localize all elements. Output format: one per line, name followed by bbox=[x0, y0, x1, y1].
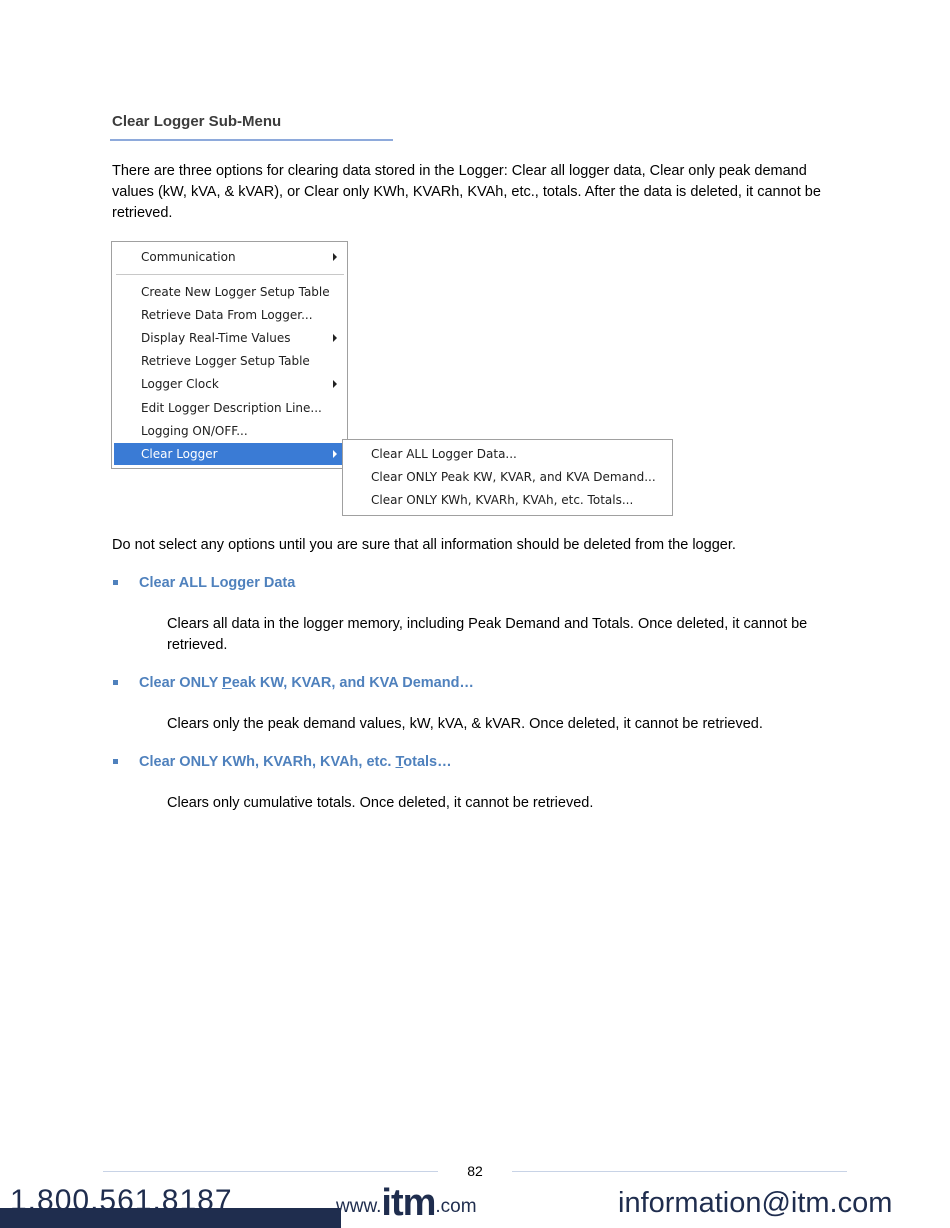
footer-website[interactable] bbox=[336, 1182, 477, 1226]
title-part: Clear ONLY bbox=[139, 675, 223, 691]
menu-separator bbox=[116, 274, 344, 275]
bullet-icon bbox=[113, 759, 118, 764]
submenu-item-clear-all[interactable]: Clear ALL Logger Data... bbox=[371, 447, 517, 461]
intro-paragraph: There are three options for clearing data stored in the Logger: Clear all logger data, Clear only peak demand values (kW, kVA, & kVAR), or Clear only KWh, KVARh, KVAh, etc., totals. After the data is deleted, it cannot be retrieved. bbox=[112, 163, 821, 221]
page-number: 82 bbox=[467, 1163, 483, 1179]
option-description-clear-all: Clears all data in the logger memory, including Peak Demand and Totals. Once deleted, it cannot be retrieved. bbox=[167, 616, 808, 653]
menu-item-label: Logging ON/OFF... bbox=[141, 424, 248, 438]
footer-rule-right bbox=[512, 1171, 847, 1172]
title-part: otals… bbox=[403, 754, 452, 770]
itm-logo: itm bbox=[381, 1182, 436, 1224]
submenu-item-clear-peak-demand[interactable]: Clear ONLY Peak KW, KVAR, and KVA Demand... bbox=[371, 470, 656, 484]
title-part: Clear ALL Logger Data bbox=[139, 575, 296, 591]
menu-item-display-real-time[interactable] bbox=[114, 327, 345, 349]
menu-item-retrieve-setup-table[interactable] bbox=[114, 350, 345, 372]
clear-logger-submenu bbox=[342, 439, 673, 516]
menu-item-label: Clear Logger bbox=[141, 447, 218, 461]
menu-item-edit-description[interactable] bbox=[114, 397, 345, 419]
section-heading: Clear Logger Sub-Menu bbox=[112, 113, 282, 130]
menu-item-label: Communication bbox=[141, 250, 236, 264]
title-part: eak KW, KVAR, and KVA Demand… bbox=[231, 675, 474, 691]
option-description-clear-totals: Clears only cumulative totals. Once deleted, it cannot be retrieved. bbox=[167, 795, 594, 811]
menu-item-retrieve-data[interactable] bbox=[114, 304, 345, 326]
title-part: Clear ONLY KWh, KVARh, KVAh, etc. bbox=[139, 754, 396, 770]
web-suffix: .com bbox=[435, 1196, 477, 1217]
option-title-clear-peak bbox=[139, 675, 474, 691]
footer-rule-left bbox=[103, 1171, 438, 1172]
option-description-clear-peak: Clears only the peak demand values, kW, kVA, & kVAR. Once deleted, it cannot be retrieved. bbox=[167, 716, 763, 732]
submenu-arrow-icon bbox=[333, 253, 337, 261]
menu-item-create-setup-table[interactable] bbox=[114, 281, 345, 303]
menu-item-communication[interactable] bbox=[114, 246, 345, 268]
menu-item-label: Display Real-Time Values bbox=[141, 331, 291, 345]
submenu-arrow-icon bbox=[333, 334, 337, 342]
footer-phone: 1.800.561.8187 bbox=[10, 1184, 233, 1217]
submenu-item-clear-totals[interactable]: Clear ONLY KWh, KVARh, KVAh, etc. Totals... bbox=[371, 493, 634, 507]
menu-item-label: Create New Logger Setup Table bbox=[141, 285, 330, 299]
heading-underline bbox=[110, 139, 393, 141]
menu-item-label: Retrieve Logger Setup Table bbox=[141, 354, 310, 368]
option-title-clear-totals bbox=[139, 754, 452, 770]
warning-paragraph: Do not select any options until you are sure that all information should be deleted from the logger. bbox=[112, 537, 736, 553]
option-title-clear-all bbox=[139, 575, 295, 591]
logger-context-menu bbox=[111, 241, 348, 469]
title-hotkey: P bbox=[222, 675, 232, 691]
menu-item-label: Edit Logger Description Line... bbox=[141, 401, 322, 415]
menu-item-label: Logger Clock bbox=[141, 377, 219, 391]
menu-item-clear-logger[interactable] bbox=[114, 443, 345, 465]
footer-email[interactable]: information@itm.com bbox=[618, 1187, 893, 1219]
bullet-icon bbox=[113, 680, 118, 685]
submenu-arrow-icon bbox=[333, 380, 337, 388]
menu-item-logger-clock[interactable] bbox=[114, 373, 345, 395]
web-prefix: www. bbox=[336, 1196, 382, 1217]
title-hotkey: T bbox=[395, 754, 404, 770]
menu-item-label: Retrieve Data From Logger... bbox=[141, 308, 313, 322]
menu-item-logging-on-off[interactable] bbox=[114, 420, 345, 442]
submenu-arrow-icon bbox=[333, 450, 337, 458]
bullet-icon bbox=[113, 580, 118, 585]
